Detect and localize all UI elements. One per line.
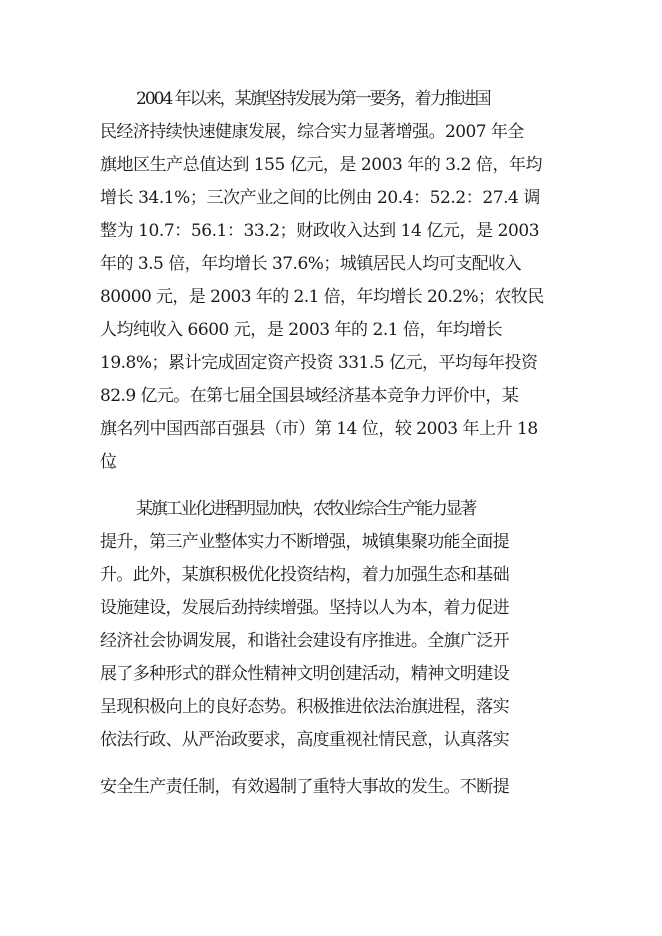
text-line: 位。 — [100, 452, 118, 472]
text-line: 经济社会协调发展，和谐社会建设有序推进。全旗广泛开 — [100, 631, 509, 651]
text-line: 升。此外，某旗积极优化投资结构，着力加强生态和基础 — [100, 565, 509, 585]
text-line: 旗地区生产总值达到 155 亿元，是 2003 年的 3.2 倍，年均 — [100, 155, 543, 175]
text-line: 呈现积极向上的良好态势。积极推进依法治旗进程，落实 — [100, 697, 509, 717]
text-line: 人均纯收入 6600 元，是 2003 年的 2.1 倍，年均增长 — [100, 320, 503, 340]
text-line: 80000 元，是 2003 年的 2.1 倍，年均增长 20.2%；农牧民 — [100, 287, 544, 307]
text-line: 19.8%；累计完成固定资产投资 331.5 亿元，平均每年投资 — [100, 353, 538, 373]
text-line: 提升，第三产业整体实力不断增强，城镇集聚功能全面提 — [100, 532, 509, 552]
text-line: 82.9 亿元。在第七届全国县域经济基本竞争力评价中，某 — [100, 386, 519, 406]
text-line: 增长 34.1%；三次产业之间的比例由 20.4：52.2：27.4 调 — [100, 188, 540, 208]
text-line: 旗名列中国西部百强县（市）第 14 位，较 2003 年上升 18 — [100, 419, 538, 439]
text-line: 整为 10.7：56.1：33.2；财政收入达到 14 亿元，是 2003 — [100, 221, 540, 241]
text-line: 年的 3.5 倍，年均增长 37.6%；城镇居民人均可支配收入 — [100, 254, 522, 274]
text-line: 设施建设，发展后劲持续增强。坚持以人为本，着力促进 — [100, 598, 509, 618]
text-line: 依法行政、从严治政要求，高度重视社情民意，认真落实 — [100, 730, 509, 750]
text-line: 2004 年以来，某旗坚持发展为第一要务，着力推进国 — [136, 89, 490, 109]
text-line: 民经济持续快速健康发展，综合实力显著增强。2007 年全 — [100, 122, 524, 142]
text-line: 某旗工业化进程明显加快，农牧业综合生产能力显著 — [136, 499, 476, 519]
text-line: 展了多种形式的群众性精神文明创建活动，精神文明建设 — [100, 664, 509, 684]
text-line: 安全生产责任制，有效遏制了重特大事故的发生。不断提 — [100, 777, 509, 797]
